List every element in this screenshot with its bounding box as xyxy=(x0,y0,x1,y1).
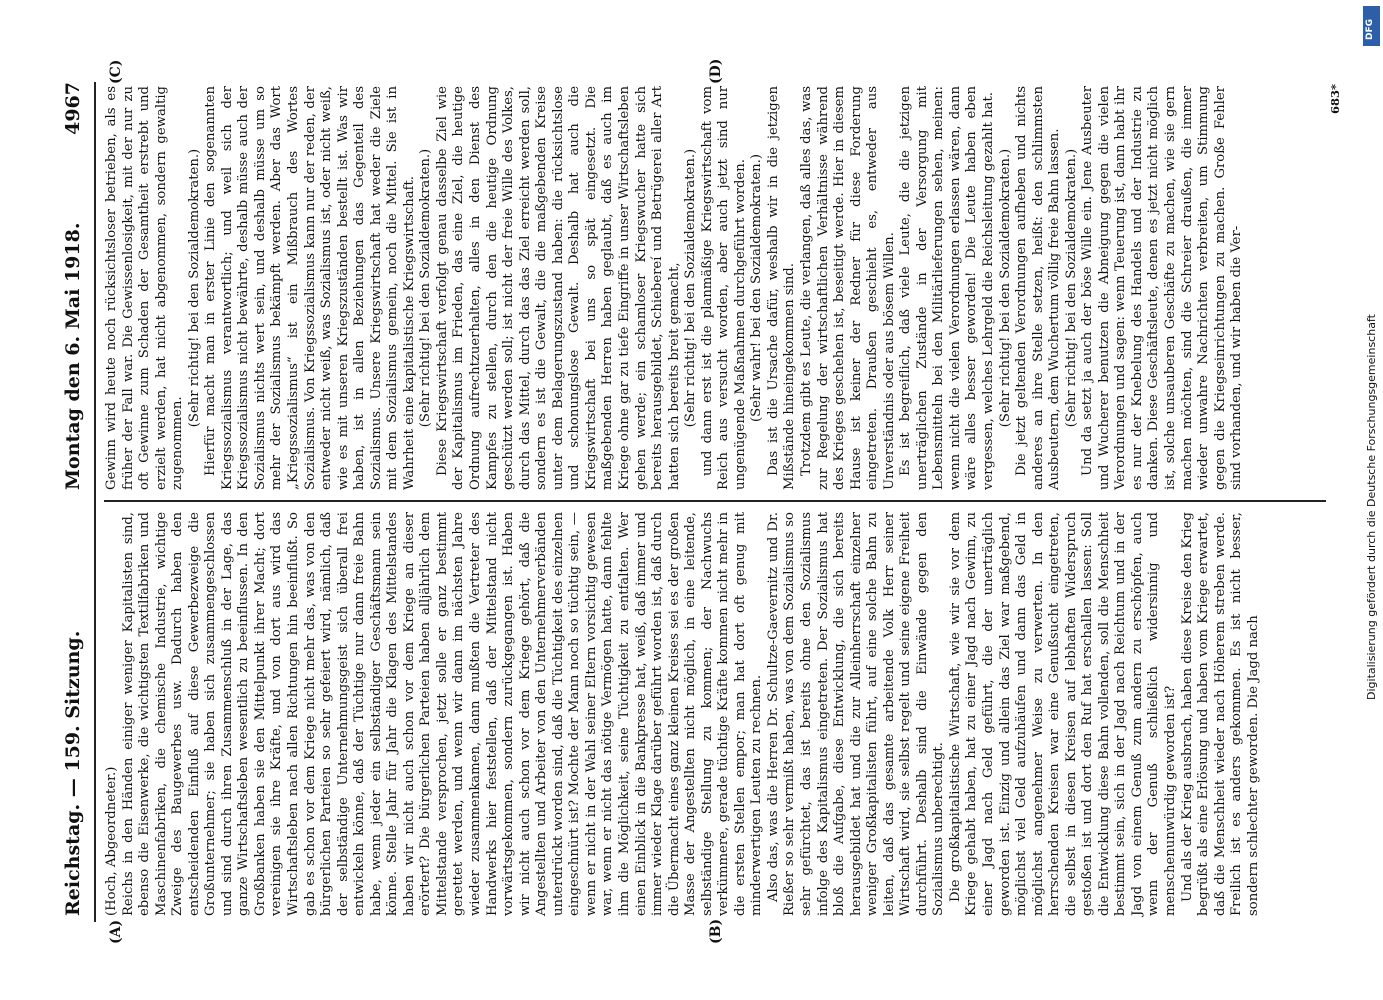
interjection: (Sehr richtig! bei den Sozialdemokraten.) xyxy=(1063,148,1079,428)
digitization-credit-strip xyxy=(1361,0,1383,1000)
running-head-date: Montag den 6. Mai 1918. xyxy=(62,222,84,490)
header-rule xyxy=(94,82,96,922)
margin-letter-c: (C) xyxy=(108,59,124,84)
paragraph: Es ist begreiflich, daß viele Leute, die die jetzigen unerträglichen Zustände in der Versorgung mit Lebensmitteln bei den Militärlieferungen sehen, meinen: wenn nicht die vielen Verordnungen erlassen wären, dann wäre alles besser geworden! Die Leute haben eben vergessen, welches Lehrgeld die Reichsleitung gezahlt hat. xyxy=(898,86,996,490)
right-text-column xyxy=(104,86,1246,490)
paragraph: Trotzdem gibt es Leute, die verlangen, daß alles das, was zur Regelung der wirtschaftlichen Verhältnisse während des Krieges geschehen ist, beseitigt werde. Hier in diesem Hause ist keiner der Redner für diese Forderung eingetreten. Draußen geschieht es, entweder aus Unverständnis oder aus bösem Willen. xyxy=(798,86,897,490)
column-rule xyxy=(104,501,1326,503)
dfg-logo xyxy=(1363,6,1380,46)
paragraph: Und da setzt ja auch der böse Wille ein. Jene Ausbeuter und Wucherer benutzen die Abneigung gegen die vielen Verordnungen und sagen: wenn Teuerung ist, dann habt ihr es nur der Knebelung des Handels und der Industrie zu danken. Diese Geschäftsleute, denen es jetzt nicht möglich ist, solche unsauberen Geschäfte zu machen, wie sie gern machen möchten, sind die Schreier draußen, die immer wieder unwahre Nachrichten verbreiten, um Stimmung gegen die Kriegseinrichtungen zu machen. Große Fehler sind vorhanden, und wir haben die Ver- xyxy=(1080,86,1245,490)
interjection: (Sehr richtig! bei den Sozialdemokraten.) xyxy=(418,148,434,428)
page-number: 4967 xyxy=(62,82,84,135)
digitization-credit: Digitalisierung gefördert durch die Deutsche Forschungsgemeinschaft xyxy=(1365,314,1378,700)
paragraph: Das ist die Ursache dafür, weshalb wir in die jetzigen Mißstände hineingekommen sind. xyxy=(765,86,798,490)
speaker-label: (Hoch, Abgeordneter.) xyxy=(104,766,119,916)
margin-letter-b: (B) xyxy=(708,918,724,944)
paragraph: Gewinn wird heute noch rücksichtsloser betrieben, als es früher der Fall war. Die Gewissenlosigkeit, mit der nur zu oft Gewinne zum Schaden der Gesamtheit erstrebt und erzielt werden, hat nicht abgenommen, sondern gewaltig zugenommen. xyxy=(104,86,186,490)
running-head-session: Reichstag. — 159. Sitzung. xyxy=(62,630,84,916)
margin-letter-d: (D) xyxy=(708,58,724,84)
printer-signature xyxy=(1328,84,1343,500)
interjection: (Sehr wahr! bei den Sozialdemokraten.) xyxy=(749,154,765,422)
interjection: (Sehr richtig! bei den Sozialdemokraten.) xyxy=(683,148,699,428)
margin-letter-a: (A) xyxy=(108,919,124,944)
paragraph: Die großkapitalistische Wirtschaft, wie wir sie vor dem Kriege gehabt haben, hat zu einer Jagd nach Gewinn, zu einer Jagd nach Geld geführt, die der unerträglich geworden ist. Einzig und allein das Ziel war maßgebend, möglichst viel Geld aufzuhäufen und dann das Geld in möglichst angenehmer Weise zu verwerten. In den herrschenden Kreisen war eine Genußsucht eingetreten, die selbst in diesen Kreisen auf lebhaften Widerspruch gestoßen ist und dort den Ruf hat erschallen lassen: Soll die Entwicklung diese Bahn vollenden, soll die Menschheit bestimmt sein, sich in der Jagd nach Reichtum und in der Jagd von einem Genuß zum andern zu erschöpfen, auch wenn der Genuß schließlich widersinnig und menschenunwürdig geworden ist? xyxy=(947,512,1178,916)
paragraph: Die jetzt geltenden Verordnungen aufheben und nichts anderes an ihre Stelle setzen, heißt: den schlimmsten Ausbeutern, dem Wuchertum völlig freie Bahn lassen. xyxy=(1014,86,1063,490)
interjection: (Sehr richtig! bei den Sozialdemokraten.) xyxy=(186,148,202,428)
paragraph: und dann erst ist die planmäßige Kriegswirtschaft vom Reich aus versucht worden, aber auch jetzt sind nur ungenügende Maßnahmen durchgeführt worden. xyxy=(699,86,748,490)
dfg-logo-text: DFG xyxy=(1365,18,1375,40)
paragraph: Diese Kriegswirtschaft verfolgt genau dasselbe Ziel wie der Kapitalismus im Frieden, das eine Ziel, die heutige Ordnung aufrechtzuerhalten, alles in den Dienst des Kampfes zu stellen, durch den die heutige Ordnung geschützt werden soll; ist nicht der freie Wille des Volkes, durch das Mittel, durch das das Ziel erreicht werden soll, sondern es ist die Gewalt, die die maßgebenden Kreise unter dem Belagerungszustand haben: die rücksichtslose und schonungslose Gewalt. Deshalb hat auch die Kriegswirtschaft bei uns so spät eingesetzt. Die maßgebenden Herren haben geglaubt, daß es auch im Kriege ohne gar zu tiefe Eingriffe in unser Wirtschaftsleben gehen werde; ein schamloser Kriegswucher hatte sich bereits herausgebildet, Schiebereí und Betrügerei aller Art hatten sich bereits breit gemacht, xyxy=(434,86,682,490)
paragraph: Also das, was die Herren Dr. Schultze-Gaevernitz und Dr. Rießer so sehr vermißt haben, was von dem Sozialismus so sehr gefürchtet, das ist bereits ohne den Sozialismus infolge des Kapitalismus eingetreten. Der Sozialismus hat bloß die Aufgabe, diese Entwicklung, die sich bereits herausgebildet hat und die zur Alleinherrschaft einzelner weniger Großkapitalisten führt, auf eine solche Bahn zu leiten, daß das gesamte arbeitende Volk Herr seiner Wirtschaft wird, sie selbst regelt und seine eigene Freiheit durchführt. Deshalb sind die Einwände gegen den Sozialismus unberechtigt. xyxy=(765,512,947,916)
interjection: (Sehr richtig! bei den Sozialdemokraten.) xyxy=(997,148,1013,428)
left-text-column xyxy=(104,512,1262,916)
signature-mark: 683* xyxy=(1328,84,1342,115)
paragraph: Und als der Krieg ausbrach, haben diese Kreise den Krieg begrüßt als eine Erlösung und haben vom Kriege erwartet, daß die Menschheit wieder nach Höherem streben werde. Freilich ist es anders gekommen. Es ist nicht besser, sondern schlechter geworden. Die Jagd nach xyxy=(1179,512,1261,916)
paragraph: Reichs in den Händen einiger weniger Kapitalisten sind, ebenso die Eisenwerke, die wichtigsten Textilfabriken und Maschinenfabriken, die chemische Industrie, wichtige Zweige des Baugewerbes usw. Dadurch haben den entscheidenden Einfluß auf diese Gewerbezweige die Großunternehmer; sie haben sich zusammengeschlossen und sind durch ihren Zusammenschluß in der Lage, das ganze Wirtschaftsleben wesentlich zu beeinflussen. In den Großbanken haben sie den Mittelpunkt ihrer Macht; dort vereinigen sie ihre Kräfte, und von dort aus wird das Wirtschaftsleben nach allen Richtungen hin beeinflußt. So gab es schon vor dem Kriege nicht mehr das, was von den bürgerlichen Parteien so sehr gefeiert wird, nämlich, daß der selbständige Unternehmungsgeist sich überall frei entwickeln könne, daß der Tüchtige nur dann freie Bahn habe, wenn jeder ein selbständiger Geschäftsmann sein könne. Stelle Jahr für Jahr die Klagen des Mittelstandes haben wir nicht auch schon vor dem Kriege an dieser erörtert? Die bürgerlichen Parteien haben alljährlich dem Mittelstande versprochen, jetzt solle er ganz bestimmt gerettet werden, und wenn wir dann im nächsten Jahre wieder zusammenkamen, dann mußten die Vertreter des Handwerks hier feststellen, daß der Mittelstand nicht vorwärtsgekommen, sondern zurückgegangen ist. Haben wir nicht auch schon vor dem Kriege gehört, daß die Angestellten und Arbeiter von den Unternehmerverbänden unterdrückt worden sind, daß die Tüchtigkeit des einzelnen eingeschnürt ist? Mochte der Mann noch so tüchtig sein, — wenn er nicht in der Wahl seiner Eltern vorsichtig gewesen war, wenn er nicht das nötige Vermögen hatte, dann fehlte ihm die Möglichkeit, seine Tüchtigkeit zu entfalten. Wer einen Einblick in die Bankpresse hat, weiß, daß immer und immer wieder Klage darüber geführt worden ist, daß durch die Übermacht eines ganz kleinen Kreises sei es der großen Masse der Angestellten nicht möglich, in eine leitende, selbständige Stellung zu kommen; der Nachwuchs verkümmere, gerade tüchtige Kräfte kommen nicht mehr in die ersten Stellen empor; man hat dort oft genug mit minderwertigen Leuten zu rechnen. xyxy=(120,512,765,916)
paragraph: Hierfür macht man in erster Linie den sogenannten Kriegssozialismus verantwortlich; und weil sich der Kriegssozialismus nicht bewährte, deshalb müsse auch der Sozialismus nichts wert sein, und deshalb müsse um so mehr der Sozialismus bekämpft werden. Aber das Wort „Kriegssozialismus“ ist ein Mißbrauch des Wortes Sozialismus. Von Kriegssozialismus kann nur der reden, der entweder nicht weiß, was Sozialismus ist, oder nicht weiß, wie es mit unseren Kriegszuständen bestellt ist. Was wir haben, ist in allen Beziehungen das Gegenteil des Sozialismus. Unsere Kriegswirtschaft hat weder die Ziele mit dem Sozialismus gemein, noch die Mittel. Sie ist in Wahrheit eine kapitalistische Kriegswirtschaft. xyxy=(203,86,417,490)
